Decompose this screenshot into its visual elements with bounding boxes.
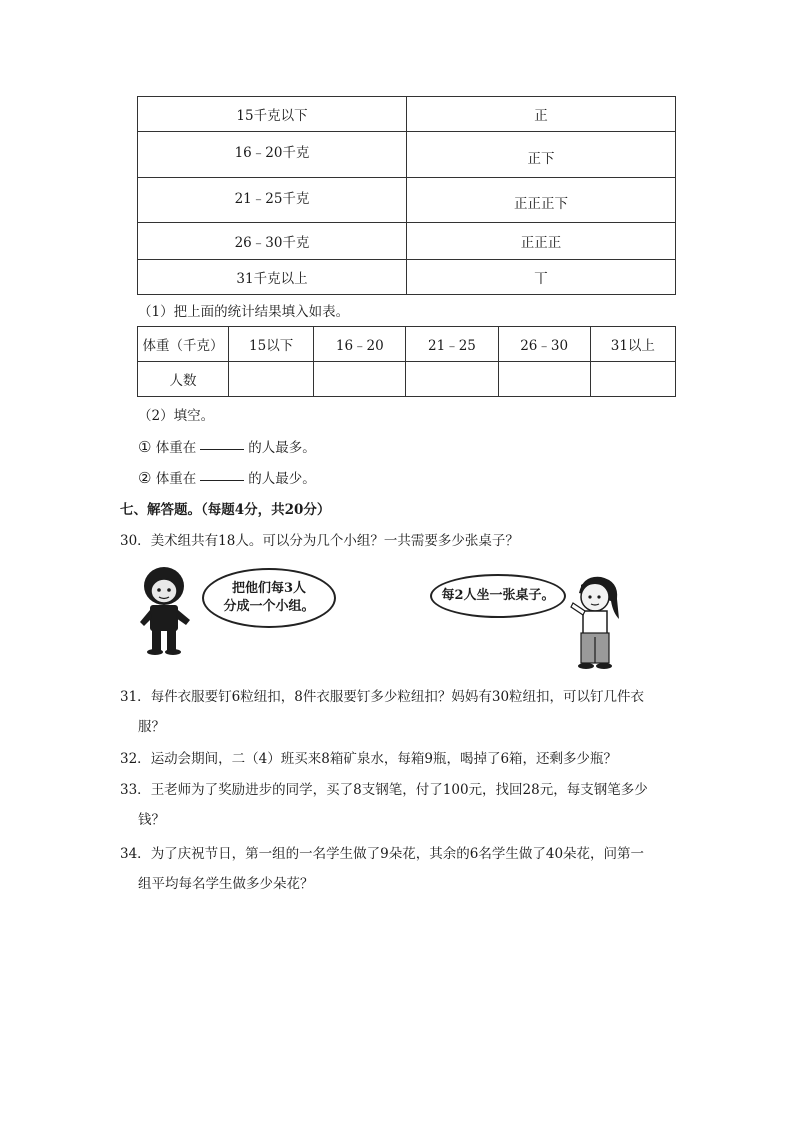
answer-blank[interactable]	[200, 479, 244, 481]
answer-cell[interactable]	[314, 362, 406, 397]
tally-cell: 正正正下	[407, 178, 676, 223]
answer-cell[interactable]	[590, 362, 675, 397]
row-label-cell: 人数	[138, 362, 229, 397]
item-number: ①	[138, 438, 152, 456]
speech-line: 分成一个小组。	[223, 599, 315, 614]
tally-table	[137, 96, 676, 295]
answer-cell[interactable]	[229, 362, 314, 397]
problem-number: 34．	[120, 846, 151, 862]
column-header: 15以下	[229, 327, 314, 362]
answer-cell[interactable]	[406, 362, 498, 397]
problem-number: 31．	[120, 689, 151, 705]
problem-text: 每件衣服要钉6粒纽扣，8件衣服要钉多少粒纽扣？妈妈有30粒纽扣，可以钉几件衣	[150, 689, 645, 705]
speech-bubble-left	[202, 568, 336, 628]
weight-range-cell: 21﹣25千克	[138, 178, 407, 223]
header-label-cell: 体重（千克）	[138, 327, 229, 362]
column-header: 31以上	[590, 327, 675, 362]
q2-instruction: （2）填空。	[138, 408, 215, 424]
problem-number: 30．	[120, 533, 151, 549]
fill-blank-item	[138, 436, 316, 456]
q1-instruction: （1）把上面的统计结果填入如表。	[138, 304, 350, 320]
problem-31	[120, 685, 644, 705]
item-number: ②	[138, 469, 152, 487]
section-title: 七、解答题。（每题4分，共20分）	[120, 502, 331, 518]
weight-range-cell: 31千克以上	[138, 260, 407, 295]
weight-range-cell: 16﹣20千克	[138, 132, 407, 178]
problem-30	[120, 529, 519, 549]
column-header: 16﹣20	[314, 327, 406, 362]
item-text: 体重在	[155, 471, 197, 487]
item-text: 的人最多。	[248, 440, 316, 456]
weight-range-cell: 26﹣30千克	[138, 223, 407, 260]
boy-illustration	[138, 560, 194, 656]
fill-blank-item	[138, 467, 316, 487]
weight-range-cell: 15千克以下	[138, 97, 407, 132]
speech-line: 把他们每3人	[231, 581, 307, 597]
speech-bubble-right	[430, 574, 566, 618]
problem-32	[120, 747, 617, 767]
table-row	[138, 178, 676, 223]
problem-text: 王老师为了奖励进步的同学，买了8支钢笔，付了100元，找回28元，每支钢笔多少	[150, 782, 648, 798]
problem-text: 运动会期间，二（4）班买来8箱矿泉水，每箱9瓶，喝掉了6箱，还剩多少瓶？	[150, 751, 618, 767]
problem-31-continued: 服？	[138, 719, 165, 735]
table-row	[138, 260, 676, 295]
tally-cell: 正正正	[407, 223, 676, 260]
speech-line: 每2人坐一张桌子。	[441, 588, 555, 604]
table-row	[138, 327, 676, 362]
item-text: 体重在	[155, 440, 197, 456]
problem-33	[120, 778, 648, 798]
table-row	[138, 97, 676, 132]
item-text: 的人最少。	[248, 471, 316, 487]
problem-34	[120, 842, 644, 862]
problem-number: 32．	[120, 751, 151, 767]
table-row	[138, 132, 676, 178]
column-header: 21﹣25	[406, 327, 498, 362]
problem-text: 美术组共有18人。可以分为几个小组？一共需要多少张桌子？	[150, 533, 519, 549]
answer-blank[interactable]	[200, 448, 244, 450]
problem-text: 为了庆祝节日，第一组的一名学生做了9朵花，其余的6名学生做了40朵花，问第一	[150, 846, 645, 862]
girl-illustration	[565, 573, 625, 671]
table-row	[138, 223, 676, 260]
tally-cell: 正	[407, 97, 676, 132]
fill-in-table	[137, 326, 676, 397]
problem-34-continued: 组平均每名学生做多少朵花？	[138, 876, 314, 892]
tally-cell: 正下	[407, 132, 676, 178]
table-row	[138, 362, 676, 397]
column-header: 26﹣30	[498, 327, 590, 362]
problem-number: 33．	[120, 782, 151, 798]
tally-cell: 丅	[407, 260, 676, 295]
answer-cell[interactable]	[498, 362, 590, 397]
problem-33-continued: 钱？	[138, 812, 165, 828]
